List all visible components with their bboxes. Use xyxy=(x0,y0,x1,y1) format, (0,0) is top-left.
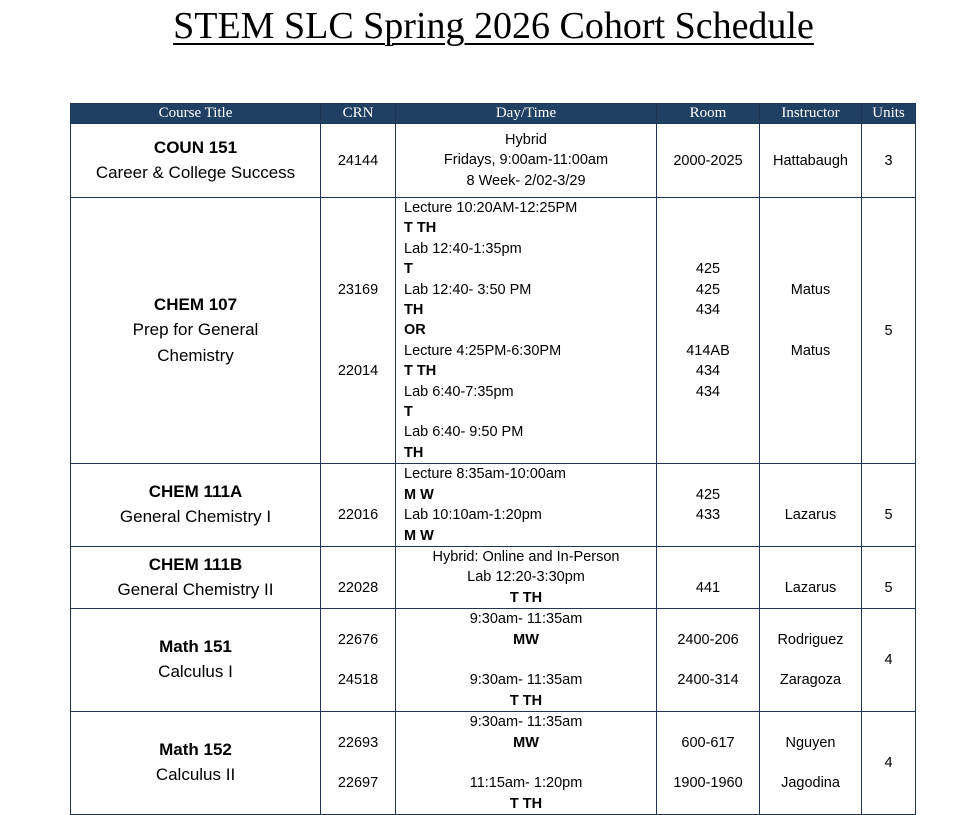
time-line xyxy=(404,505,656,546)
course-code: CHEM 111B xyxy=(148,554,243,574)
time-line xyxy=(404,464,656,505)
instructor-value: Matus xyxy=(790,281,831,298)
days: T TH xyxy=(404,363,437,380)
table-row xyxy=(71,198,916,464)
table-row xyxy=(71,124,916,198)
room-value: 2400-206 xyxy=(677,631,739,648)
table-row xyxy=(71,464,916,547)
time-line xyxy=(396,773,656,814)
room-value: 414AB xyxy=(686,342,730,359)
room-value: 434 xyxy=(695,383,721,400)
crn-value: 22028 xyxy=(337,579,379,596)
time-text: Lab 6:40- 9:50 PM xyxy=(404,424,524,441)
crn-value: 23169 xyxy=(337,281,379,298)
time-text: 9:30am- 11:35am xyxy=(469,672,583,689)
time-text: Lab 12:40- 3:50 PM xyxy=(404,281,532,298)
instructor-cell: Hattabaugh xyxy=(760,124,862,198)
table-row xyxy=(71,546,916,608)
time-line: 8 Week- 2/02-3/29 xyxy=(466,172,586,189)
course-title-cell xyxy=(71,198,321,464)
crn-value: 24518 xyxy=(337,672,379,689)
room-value: 2400-314 xyxy=(677,672,739,689)
days: T TH xyxy=(404,220,437,237)
instructor-cell xyxy=(760,198,862,464)
days: T xyxy=(404,404,413,421)
course-title-cell xyxy=(71,546,321,608)
table-row xyxy=(71,609,916,712)
table-header-row xyxy=(71,104,916,124)
days: T TH xyxy=(509,692,543,709)
days: T xyxy=(404,261,413,278)
course-title-cell xyxy=(71,464,321,547)
time-text: Lab 12:20-3:30pm xyxy=(467,569,585,586)
room-cell xyxy=(657,198,760,464)
instructor-cell xyxy=(760,609,862,712)
day-time-cell xyxy=(396,124,657,198)
room-value: 425 xyxy=(695,486,721,503)
course-code: Math 151 xyxy=(159,637,232,657)
time-line xyxy=(404,280,656,321)
crn-cell xyxy=(321,546,396,608)
time-text: 11:15am- 1:20pm xyxy=(469,775,583,792)
crn-cell xyxy=(321,198,396,464)
units-cell: 3 xyxy=(862,124,916,198)
time-line: Hybrid: Online and In-Person xyxy=(432,548,620,565)
room-value: 1900-1960 xyxy=(673,775,743,792)
course-title-cell xyxy=(71,124,321,198)
instructor-value: Lazarus xyxy=(784,507,837,524)
units-value: 5 xyxy=(884,579,893,596)
time-line: Hybrid xyxy=(505,131,547,148)
time-line xyxy=(404,198,656,239)
time-line xyxy=(396,712,656,753)
instructor-cell xyxy=(760,464,862,547)
crn-value: 22014 xyxy=(337,363,379,380)
course-name: General Chemistry I xyxy=(119,507,272,527)
page-title: STEM SLC Spring 2026 Cohort Schedule xyxy=(173,5,814,47)
time-text: Lecture 8:35am-10:00am xyxy=(404,466,567,483)
time-text: Lecture 10:20AM-12:25PM xyxy=(404,200,578,216)
time-line xyxy=(404,320,656,340)
crn-cell xyxy=(321,609,396,712)
course-name: General Chemistry II xyxy=(117,579,274,599)
instructor-value: Zaragoza xyxy=(779,672,842,689)
time-text: Lab 12:40-1:35pm xyxy=(404,240,522,257)
course-name: Chemistry xyxy=(157,345,234,365)
header-instructor: Instructor xyxy=(760,104,862,124)
header-course-title: Course Title xyxy=(71,104,321,124)
room-cell: 2000-2025 xyxy=(657,124,760,198)
course-name: Career & College Success xyxy=(95,162,296,182)
instructor-value: Lazarus xyxy=(784,579,837,596)
time-line xyxy=(396,567,656,608)
room-value: 434 xyxy=(695,363,721,380)
instructor-value: Matus xyxy=(790,342,831,359)
table-row xyxy=(71,712,916,815)
header-crn: CRN xyxy=(321,104,396,124)
time-line xyxy=(404,341,656,382)
crn-value: 22676 xyxy=(337,631,379,648)
crn-value: 22697 xyxy=(337,775,379,792)
course-code: CHEM 107 xyxy=(153,294,238,314)
room-value: 600-617 xyxy=(681,734,735,751)
instructor-cell xyxy=(760,712,862,815)
instructor-cell xyxy=(760,546,862,608)
units-cell xyxy=(862,464,916,547)
time-line xyxy=(404,382,656,423)
time-line xyxy=(404,239,656,280)
course-title-cell xyxy=(71,609,321,712)
room-value: 425 xyxy=(695,261,721,278)
header-room: Room xyxy=(657,104,760,124)
days: T TH xyxy=(509,589,543,606)
days: T TH xyxy=(509,795,543,812)
units-value: 5 xyxy=(884,507,893,524)
time-line xyxy=(396,670,656,711)
time-text: Lecture 4:25PM-6:30PM xyxy=(404,342,562,359)
units-cell: 4 xyxy=(862,712,916,815)
time-text: Lab 10:10am-1:20pm xyxy=(404,507,542,524)
crn-cell xyxy=(321,712,396,815)
time-line xyxy=(404,422,656,463)
or-label: OR xyxy=(404,322,426,339)
days: M W xyxy=(404,486,434,503)
crn-value: 22016 xyxy=(337,507,379,524)
course-code: Math 152 xyxy=(159,740,232,760)
instructor-value: Nguyen xyxy=(785,734,836,751)
time-line: Fridays, 9:00am-11:00am xyxy=(443,152,609,169)
days: MW xyxy=(513,631,539,648)
room-cell xyxy=(657,546,760,608)
crn-value: 22693 xyxy=(337,734,379,751)
day-time-cell xyxy=(396,546,657,608)
time-text: 9:30am- 11:35am xyxy=(469,714,583,731)
instructor-value: Jagodina xyxy=(781,775,840,792)
course-name: Calculus I xyxy=(158,662,233,682)
course-name: Prep for General xyxy=(132,319,259,339)
room-value: 425 xyxy=(695,281,721,298)
units-cell: 5 xyxy=(862,198,916,464)
days: TH xyxy=(404,444,424,461)
instructor-value: Rodriguez xyxy=(777,631,844,648)
header-day-time: Day/Time xyxy=(396,104,657,124)
days: MW xyxy=(513,734,539,751)
crn-cell: 24144 xyxy=(321,124,396,198)
room-cell xyxy=(657,464,760,547)
room-cell xyxy=(657,609,760,712)
schedule-table xyxy=(70,103,916,815)
time-text: 9:30am- 11:35am xyxy=(469,611,583,628)
course-code: CHEM 111A xyxy=(148,482,243,502)
units-cell xyxy=(862,546,916,608)
room-value: 433 xyxy=(695,507,721,524)
room-value: 434 xyxy=(695,302,721,319)
days: TH xyxy=(404,302,424,319)
days: M W xyxy=(404,527,434,544)
day-time-cell xyxy=(396,464,657,547)
course-name: Calculus II xyxy=(155,765,236,785)
course-title-cell xyxy=(71,712,321,815)
header-units: Units xyxy=(862,104,916,124)
room-value: 441 xyxy=(695,579,721,596)
crn-cell xyxy=(321,464,396,547)
day-time-cell xyxy=(396,712,657,815)
day-time-cell xyxy=(396,198,657,464)
course-code: COUN 151 xyxy=(153,137,238,157)
time-text: Lab 6:40-7:35pm xyxy=(404,383,514,400)
day-time-cell xyxy=(396,609,657,712)
room-cell xyxy=(657,712,760,815)
units-cell: 4 xyxy=(862,609,916,712)
